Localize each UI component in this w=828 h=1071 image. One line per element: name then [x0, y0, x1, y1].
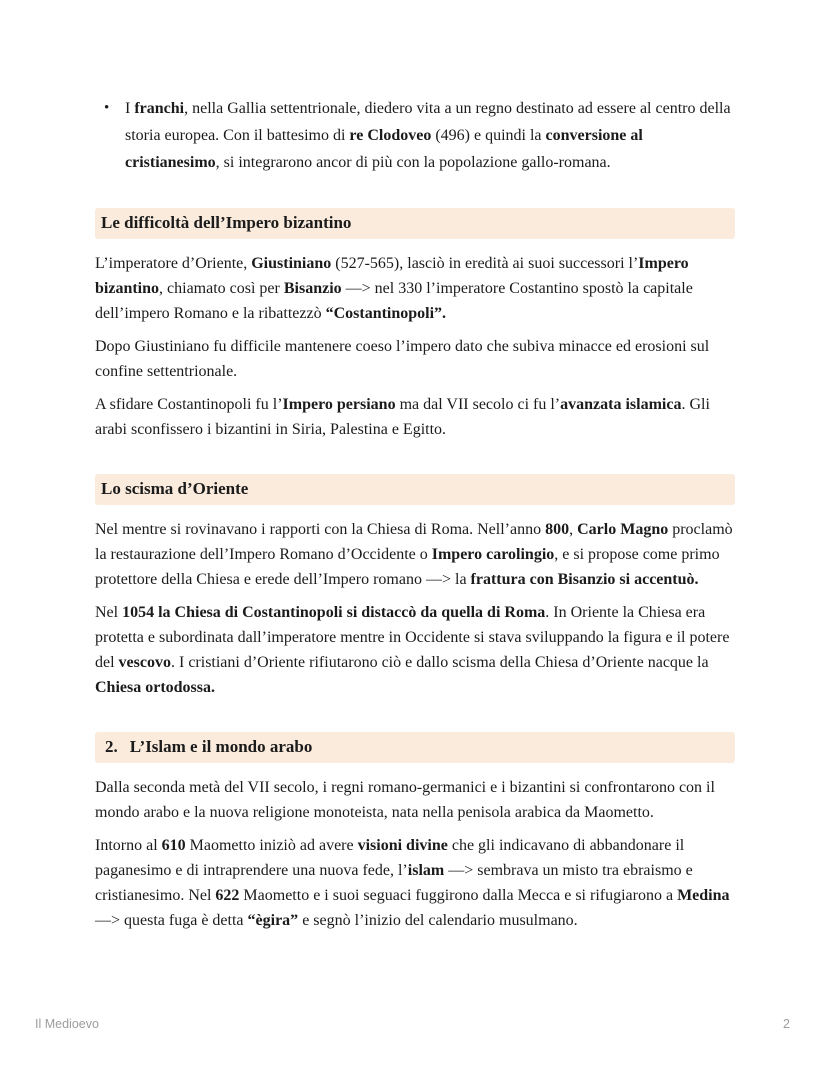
bullet-text: I franchi, nella Gallia settentrionale, diedero vita a un regno destinato ad essere al centro della storia europea. Con il battesimo di re Clodoveo (496) e quindi la conversione al cristianesimo, si integrarono ancor di più con la popolazione gallo-romana. [125, 100, 731, 171]
footer-page-number: 2 [783, 1017, 790, 1031]
heading-number: 2. [105, 737, 118, 756]
section-heading-impero-bizantino [95, 208, 735, 239]
paragraph-carlo-magno: Nel mentre si rovinavano i rapporti con la Chiesa di Roma. Nell’anno 800, Carlo Magno proclamò la restaurazione dell’Impero Romano d’Occidente o Impero carolingio, e si propose come primo protettore della Chiesa e erede dell’Impero romano —> la frattura con Bisanzio si accentuò. [95, 521, 733, 588]
footer-document-title: Il Medioevo [35, 1017, 99, 1031]
heading-text: Le difficoltà dell’Impero bizantino [101, 213, 352, 232]
section-heading-scisma-oriente [95, 474, 735, 505]
document-content [95, 95, 735, 941]
bullet-item-franchi [95, 95, 735, 176]
paragraph-mondo-arabo: Dalla seconda metà del VII secolo, i regni romano-germanici e i bizantini si confrontarono con il mondo arabo e la nuova religione monoteista, nata nella penisola arabica da Maometto. [95, 779, 715, 821]
section-heading-islam [95, 732, 735, 763]
heading-text: Lo scisma d’Oriente [101, 479, 249, 498]
paragraph-dopo-giustiniano: Dopo Giustiniano fu difficile mantenere coeso l’impero dato che subiva minacce ed erosioni sul confine settentrionale. [95, 338, 710, 380]
heading-text: L’Islam e il mondo arabo [129, 737, 313, 756]
page-footer [35, 1017, 790, 1031]
bullet-marker: • [104, 100, 110, 116]
paragraph-scisma-1054: Nel 1054 la Chiesa di Costantinopoli si distaccò da quella di Roma. In Oriente la Chiesa era protetta e subordinata dall’imperatore mentre in Occidente si stava sviluppando la figura e il potere del vescovo. I cristiani d’Oriente rifiutarono ciò e dallo scisma della Chiesa d’Oriente nacque la Chiesa ortodossa. [95, 604, 730, 696]
paragraph-maometto: Intorno al 610 Maometto iniziò ad avere visioni divine che gli indicavano di abbandonare il paganesimo e di intraprendere una nuova fede, l’islam —> sembrava un misto tra ebraismo e cristianesimo. Nel 622 Maometto e i suoi seguaci fuggirono dalla Mecca e si rifugiarono a Medina —> questa fuga è detta “ègira” e segnò l’inizio del calendario musulmano. [95, 837, 730, 929]
paragraph-giustiniano: L’imperatore d’Oriente, Giustiniano (527-565), lasciò in eredità ai suoi successori l’Impero bizantino, chiamato così per Bisanzio —> nel 330 l’imperatore Costantino spostò la capitale dell’impero Romano e la ribattezzò “Costantinopoli”. [95, 255, 693, 322]
paragraph-impero-persiano: A sfidare Costantinopoli fu l’Impero persiano ma dal VII secolo ci fu l’avanzata islamica. Gli arabi sconfissero i bizantini in Siria, Palestina e Egitto. [95, 396, 710, 438]
